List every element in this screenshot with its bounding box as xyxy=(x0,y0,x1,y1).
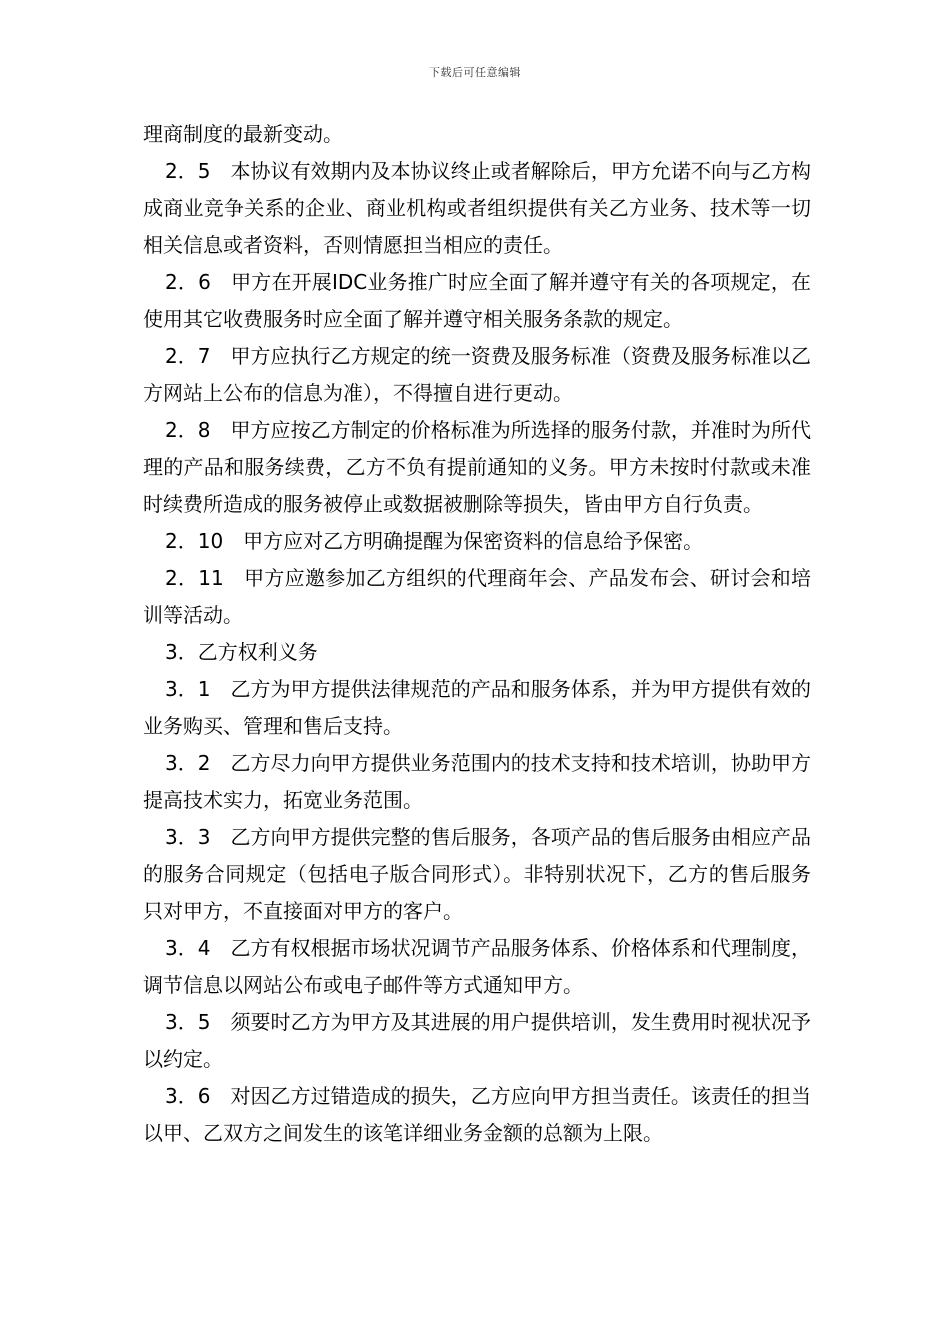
clause-2-10: 2．10 甲方应对乙方明确提醒为保密资料的信息给予保密。 xyxy=(165,529,704,553)
clause-2-7: 2．7 甲方应执行乙方规定的统一资费及服务标准（资费及服务标准以乙方网站上公布的信息为准），不得擅自进行更动。 xyxy=(143,344,811,405)
clause-3-6: 3．6 对因乙方过错造成的损失，乙方应向甲方担当责任。该责任的担当以甲、乙双方之间发生的该笔详细业务金额的总额为上限。 xyxy=(143,1084,811,1145)
paragraph: 理商制度的最新变动。 xyxy=(143,122,343,146)
clause-3-1: 3．1 乙方为甲方提供法律规范的产品和服务体系，并为甲方提供有效的业务购买、管理和售后支持。 xyxy=(143,677,811,738)
clause-2-8: 2．8 甲方应按乙方制定的价格标准为所选择的服务付款，并准时为所代理的产品和服务续费，乙方不负有提前通知的义务。甲方未按时付款或未准时续费所造成的服务被停止或数据被删除等损失，皆由甲方自行负责。 xyxy=(143,418,811,516)
clause-2-11: 2．11 甲方应邀参加乙方组织的代理商年会、产品发布会、研讨会和培训等活动。 xyxy=(143,566,811,627)
clause-2-5: 2．5 本协议有效期内及本协议终止或者解除后，甲方允诺不向与乙方构成商业竞争关系的企业、商业机构或者组织提供有关乙方业务、技术等一切相关信息或者资料，否则情愿担当相应的责任。 xyxy=(143,159,811,257)
clause-3-2: 3．2 乙方尽力向甲方提供业务范围内的技术支持和技术培训，协助甲方提高技术实力，拓宽业务范围。 xyxy=(143,751,811,812)
clause-3-4: 3．4 乙方有权根据市场状况调节产品服务体系、价格体系和代理制度，调节信息以网站公布或电子邮件等方式通知甲方。 xyxy=(143,936,811,997)
document-body xyxy=(143,116,811,1152)
clause-2-6: 2．6 甲方在开展IDC业务推广时应全面了解并遵守有关的各项规定，在使用其它收费服务时应全面了解并遵守相关服务条款的规定。 xyxy=(143,270,811,331)
clause-3-5: 3．5 须要时乙方为甲方及其进展的用户提供培训，发生费用时视状况予以约定。 xyxy=(143,1010,811,1071)
section-3-heading: 3．乙方权利义务 xyxy=(165,640,318,664)
clause-3-3: 3．3 乙方向甲方提供完整的售后服务，各项产品的售后服务由相应产品的服务合同规定（包括电子版合同形式）。非特别状况下，乙方的售后服务只对甲方，不直接面对甲方的客户。 xyxy=(143,825,811,923)
page-header: 下载后可任意编辑 xyxy=(429,66,521,79)
